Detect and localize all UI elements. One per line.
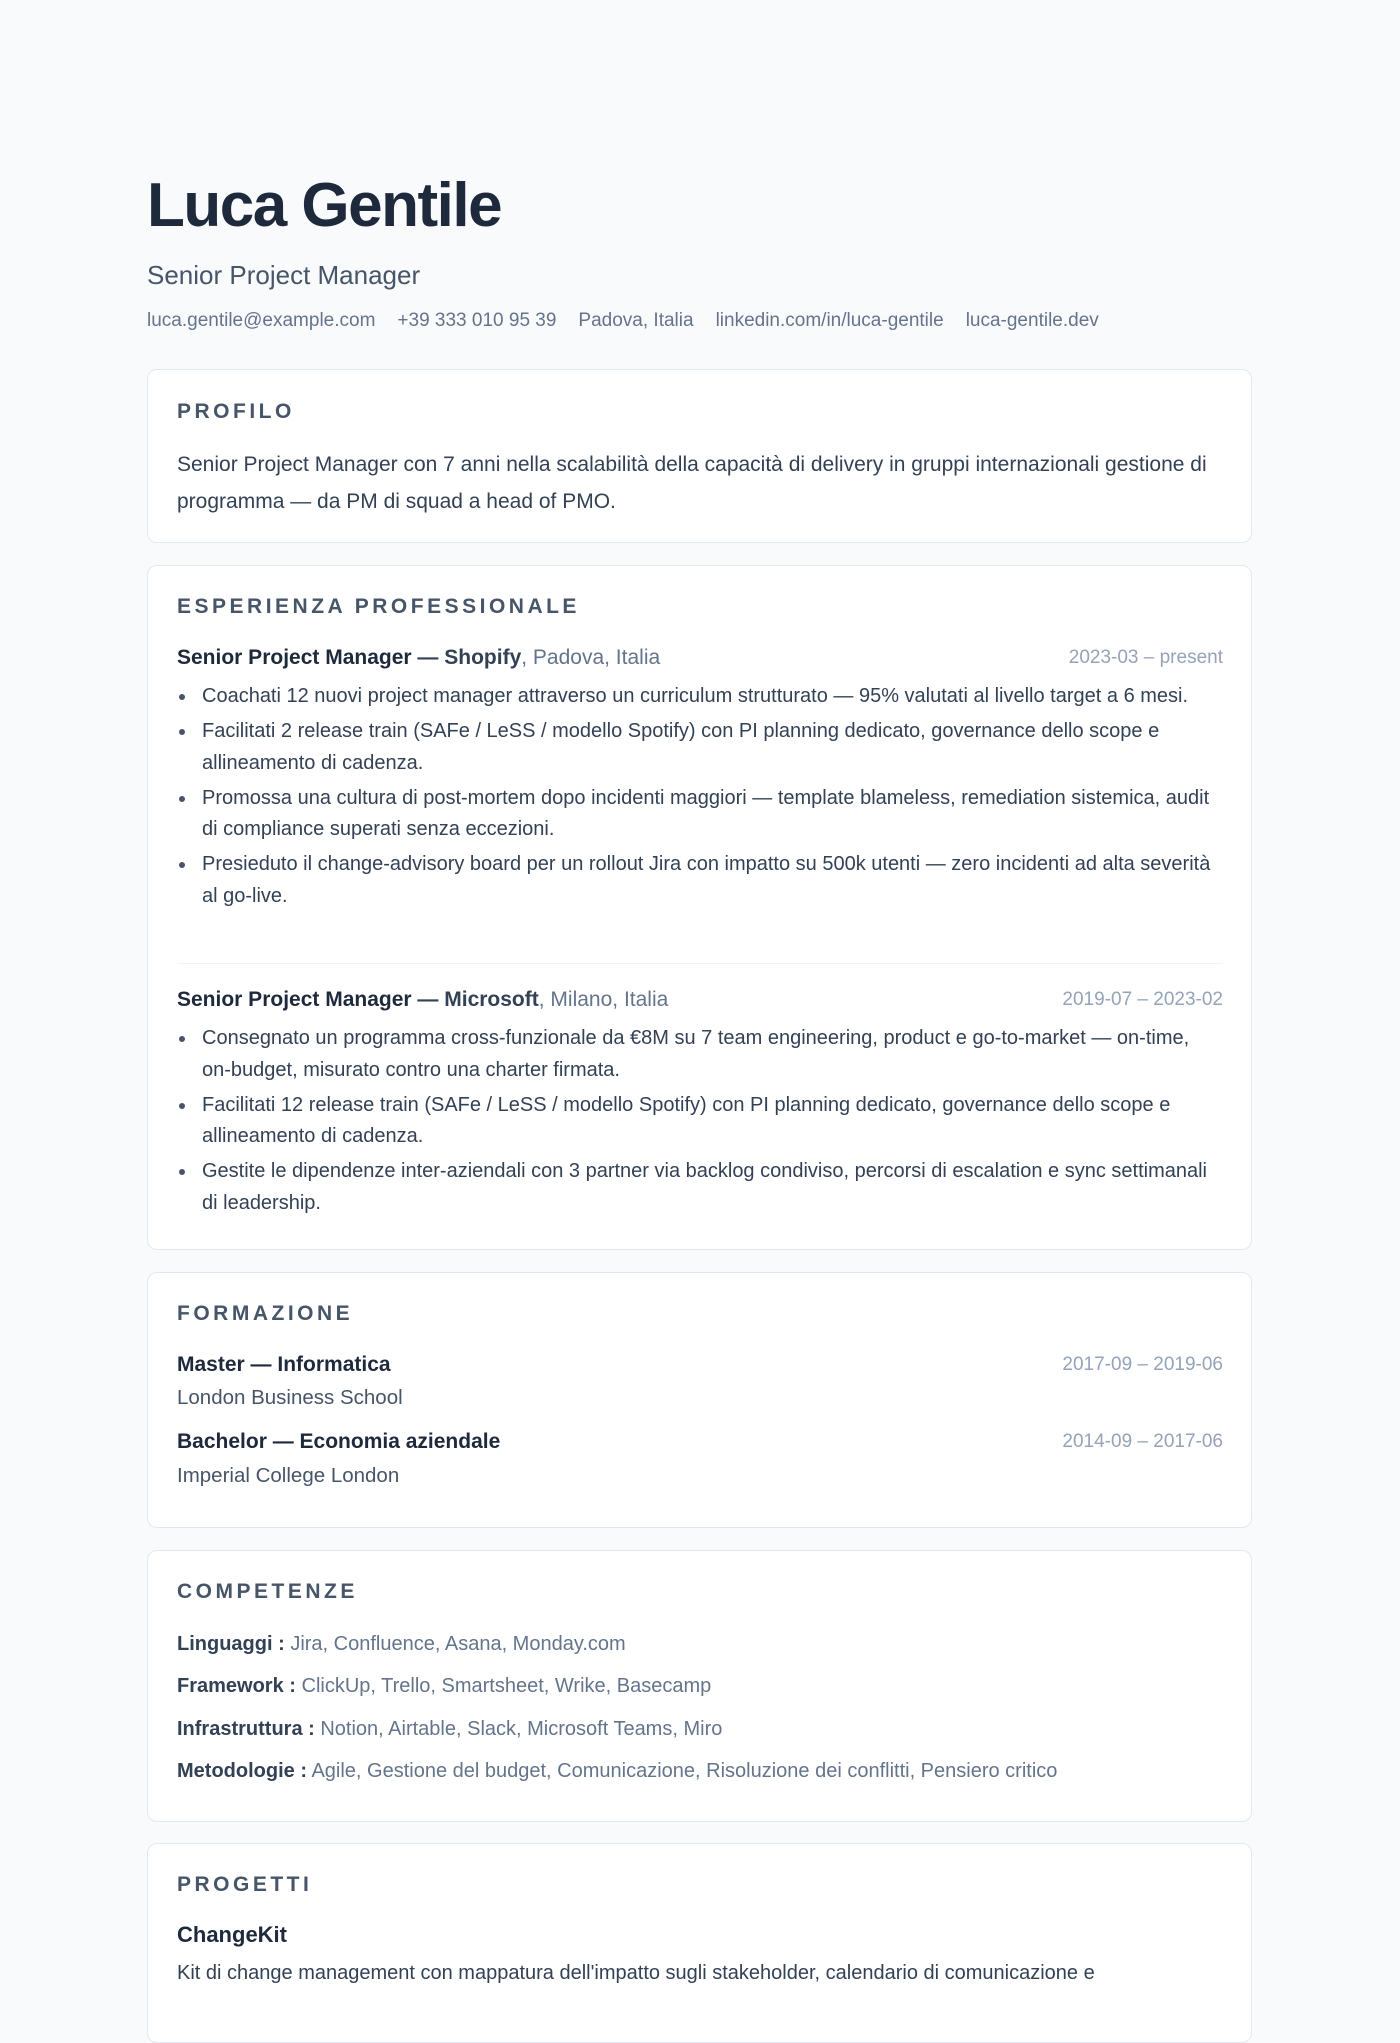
skill-row <box>177 1715 722 1743</box>
education-header <box>177 1350 1223 1380</box>
job-company: Shopify <box>444 646 522 669</box>
education-school: Imperial College London <box>177 1464 400 1487</box>
education-school: London Business School <box>177 1386 403 1409</box>
projects-section <box>147 1843 1252 2043</box>
job-location: , Padova, Italia <box>521 646 661 669</box>
skill-category: Metodologie : <box>177 1760 307 1782</box>
job-title: Senior Project Manager <box>177 646 412 669</box>
project-description: Kit di change management con mappatura dell'impatto sugli stakeholder, calendario di comunicazione e <box>177 1962 1095 1984</box>
education-degree: Master — Informatica <box>177 1353 391 1376</box>
job-location: , Milano, Italia <box>538 988 669 1011</box>
list-item: Facilitati 2 release train (SAFe / LeSS / modello Spotify) con PI planning dedicato, governance dello scope e allineamento di cadenza. <box>177 716 1223 779</box>
skill-row <box>177 1672 711 1700</box>
job-dates: 2019-07 – 2023-02 <box>1062 989 1223 1010</box>
job-title: Senior Project Manager <box>177 988 412 1011</box>
job-bullets <box>177 1023 1223 1223</box>
section-title: ESPERIENZA PROFESSIONALE <box>177 595 580 618</box>
skill-values: Jira, Confluence, Asana, Monday.com <box>284 1633 626 1655</box>
job-bullets <box>177 681 1223 916</box>
skill-category: Framework : <box>177 1675 296 1697</box>
education-section <box>147 1272 1252 1528</box>
skill-values: Agile, Gestione del budget, Comunicazione, Risoluzione dei conflitti, Pensiero critico <box>306 1760 1058 1782</box>
contact-location: Padova, Italia <box>578 310 694 331</box>
contact-list <box>147 308 1099 334</box>
job-separator: — <box>411 988 445 1011</box>
profile-section <box>147 369 1252 543</box>
education-dates: 2014-09 – 2017-06 <box>1062 1431 1223 1452</box>
contact-website[interactable]: luca-gentile.dev <box>965 310 1099 331</box>
job-header <box>177 985 1223 1015</box>
list-item: Facilitati 12 release train (SAFe / LeSS / modello Spotify) con PI planning dedicato, governance dello scope e allineamento di cadenza. <box>177 1090 1223 1153</box>
candidate-role: Senior Project Manager <box>147 260 421 290</box>
job-header <box>177 643 1223 673</box>
contact-phone[interactable]: +39 333 010 95 39 <box>397 310 557 331</box>
section-title: FORMAZIONE <box>177 1302 354 1325</box>
section-title: PROFILO <box>177 400 295 423</box>
contact-email[interactable]: luca.gentile@example.com <box>147 310 376 331</box>
list-item: Coachati 12 nuovi project manager attraverso un curriculum strutturato — 95% valutati al livello target a 6 mesi. <box>177 681 1223 713</box>
job-separator: — <box>411 646 445 669</box>
section-title: COMPETENZE <box>177 1580 358 1603</box>
candidate-name: Luca Gentile <box>147 171 502 240</box>
education-dates: 2017-09 – 2019-06 <box>1062 1354 1223 1375</box>
job-dates: 2023-03 – present <box>1068 647 1223 668</box>
contact-linkedin[interactable]: linkedin.com/in/luca-gentile <box>715 310 944 331</box>
skill-row <box>177 1757 1057 1785</box>
education-header <box>177 1427 1223 1457</box>
job-divider <box>177 963 1223 964</box>
list-item: Presieduto il change-advisory board per un rollout Jira con impatto su 500k utenti — zero incidenti ad alta severità al go-live. <box>177 849 1223 912</box>
project-name: ChangeKit <box>177 1922 287 1947</box>
experience-section <box>147 565 1252 1250</box>
list-item: Consegnato un programma cross-funzionale da €8M su 7 team engineering, product e go-to-market — on-time, on-budget, misurato contro una charter firmata. <box>177 1023 1223 1086</box>
skills-section <box>147 1550 1252 1822</box>
list-item: Gestite le dipendenze inter-aziendali con 3 partner via backlog condiviso, percorsi di escalation e sync settimanali di leadership. <box>177 1156 1223 1219</box>
skill-values: Notion, Airtable, Slack, Microsoft Teams, Miro <box>314 1718 723 1740</box>
skill-values: ClickUp, Trello, Smartsheet, Wrike, Basecamp <box>295 1675 712 1697</box>
list-item: Promossa una cultura di post-mortem dopo incidenti maggiori — template blameless, remediation sistemica, audit di compliance superati senza eccezioni. <box>177 783 1223 846</box>
profile-summary: Senior Project Manager con 7 anni nella scalabilità della capacità di delivery in gruppi internazionali gestione di programma — da PM di squad a head of PMO. <box>177 453 1207 513</box>
education-degree: Bachelor — Economia aziendale <box>177 1430 501 1453</box>
skill-row <box>177 1630 626 1658</box>
skill-category: Infrastruttura : <box>177 1718 315 1740</box>
section-title: PROGETTI <box>177 1873 313 1896</box>
skill-category: Linguaggi : <box>177 1633 285 1655</box>
job-company: Microsoft <box>444 988 539 1011</box>
